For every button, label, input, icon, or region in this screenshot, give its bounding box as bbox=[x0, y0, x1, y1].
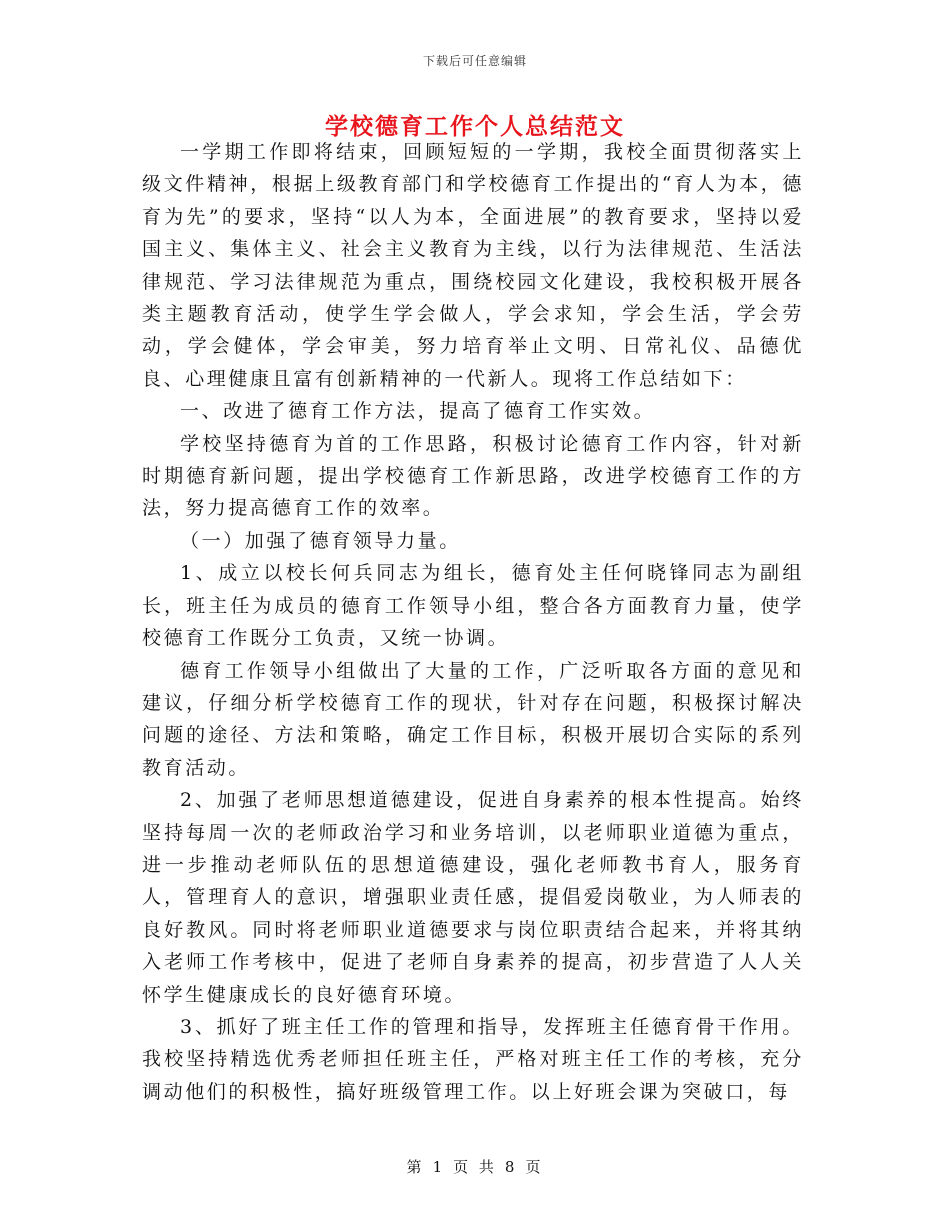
footer-prefix: 第 bbox=[406, 1158, 425, 1176]
paragraph: 3、抓好了班主任工作的管理和指导，发挥班主任德育骨干作用。我校坚持精选优秀老师担任班主任，严格对班主任工作的考核，充分调动他们的积极性，搞好班级管理工作。以上好班会课为突破口，每 bbox=[142, 1015, 804, 1103]
paragraph: 学校坚持德育为首的工作思路，积极讨论德育工作内容，针对新时期德育新问题，提出学校德育工作新思路，改进学校德育工作的方法，努力提高德育工作的效率。 bbox=[142, 432, 804, 520]
page-footer bbox=[0, 1156, 950, 1177]
paragraph-subheading: （一）加强了德育领导力量。 bbox=[180, 529, 461, 552]
paragraph-intro: 一学期工作即将结束，回顾短短的一学期，我校全面贯彻落实上级文件精神，根据上级教育部门和学校德育工作提出的“育人为本，德育为先”的要求，坚持“以人为本，全面进展”的教育要求，坚持以爱国主义、集体主义、社会主义教育为主线，以行为法律规范、生活法律规范、学习法律规范为重点，围绕校园文化建设，我校积极开展各类主题教育活动，使学生学会做人，学会求知，学会生活，学会劳动，学会健体，学会审美，努力培育举止文明、日常礼仪、品德优良、心理健康且富有创新精神的一代新人。现将工作总结如下： bbox=[142, 141, 804, 390]
paragraph: 1、成立以校长何兵同志为组长，德育处主任何晓锋同志为副组长，班主任为成员的德育工作领导小组，整合各方面教育力量，使学校德育工作既分工负责，又统一协调。 bbox=[142, 562, 804, 650]
paragraph: 2、加强了老师思想道德建设，促进自身素养的根本性提高。始终坚持每周一次的老师政治学习和业务培训，以老师职业道德为重点，进一步推动老师队伍的思想道德建设，强化老师教书育人，服务育人，管理育人的意识，增强职业责任感，提倡爱岗敬业，为人师表的良好教风。同时将老师职业道德要求与岗位职责结合起来，并将其纳入老师工作考核中，促进了老师自身素养的提高，初步营造了人人关怀学生健康成长的良好德育环境。 bbox=[142, 789, 804, 1006]
document-title: 学校德育工作个人总结范文 bbox=[325, 113, 625, 140]
footer-suffix: 页 bbox=[525, 1158, 544, 1176]
paragraph-section-heading: 一、改进了德育工作方法，提高了德育工作实效。 bbox=[180, 400, 656, 423]
total-pages-number: 8 bbox=[504, 1158, 518, 1176]
footer-middle: 页 共 bbox=[453, 1158, 497, 1176]
current-page-number: 1 bbox=[432, 1158, 446, 1176]
document-body bbox=[142, 136, 804, 1108]
header-note: 下载后可任意编辑 bbox=[422, 54, 527, 68]
paragraph: 德育工作领导小组做出了大量的工作，广泛听取各方面的意见和建议，仔细分析学校德育工作的现状，针对存在问题，积极探讨解决问题的途径、方法和策略，确定工作目标，积极开展切合实际的系列教育活动。 bbox=[142, 659, 804, 779]
